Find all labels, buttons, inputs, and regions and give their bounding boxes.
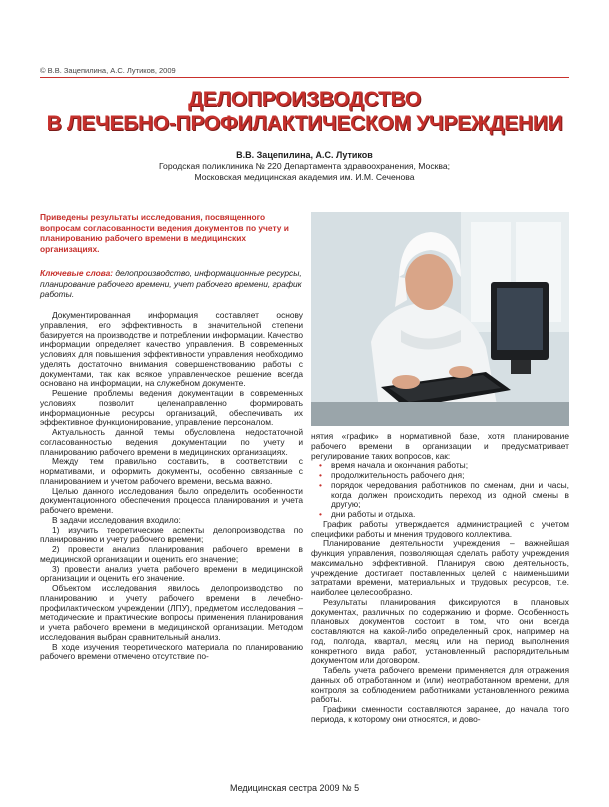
paragraph: В ходе изучения теоретического материала по планированию рабочего времени отмечено отсутствие по- [40,641,303,662]
footer-journal: Медицинская сестра 2009 № 5 [230,783,360,793]
paragraph: 1) изучить теоретические аспекты делопроизводства по планированию и учету рабочего времени; [40,524,303,545]
header-rule [40,77,569,78]
nurse-at-computer-photo [311,212,569,426]
authors-block [0,150,609,183]
paragraph: В задачи исследования входило: [52,514,181,525]
abstract: Приведены результаты исследования, посвященного вопросам согласованности ведения документов по учету и планированию рабочего времени в медицинских организациях. [40,212,289,254]
paragraph: Объектом исследования явилось делопроизводство по планированию и учету рабочего времени в лечебно-профилактическом учреждении (ЛПУ), предметом исследования – методические и практические вопросы применения планирования и учета рабочего времени в медицинской организации. Методом исследования выбран сравнительный анализ. [40,583,303,642]
paragraph: нятия «график» в нормативной базе, хотя планирование рабочего времени в организации и предусматривает регулирование таких вопросов, как: [311,431,569,461]
affiliation-1: Городская поликлиника № 220 Департамента здравоохранения, Москва; [158,161,451,171]
list-item: • продолжительность рабочего дня; [331,471,569,481]
keywords-label: Ключевые слова: [40,268,114,278]
affiliation-2: Московская медицинская академия им. И.М. Сеченова [194,172,415,182]
paragraph: 2) провести анализ планирования рабочего времени в медицинской организации и оценить его значение; [40,544,303,564]
paragraph: Актуальность данной темы обусловлена недостаточной согласованностью ведения документации по учету и планированию рабочего времени в медицинских организациях. [40,427,303,457]
paragraph: Решение проблемы ведения документации в современных условиях позволит целенаправленно формировать информационные ресурсы организаций, обеспечивать их эффективное функционирование, управление персоналом. [40,388,303,428]
bullet-list [311,461,569,520]
copyright-line: © В.В. Зацепилина, А.С. Лутиков, 2009 [40,66,176,75]
title-line-1: ДЕЛОПРОИЗВОДСТВО [188,88,421,111]
paragraph: Графики сменности составляются заранее, до начала того периода, к которому они относятся, и дово- [311,704,569,724]
author-names: В.В. Зацепилина, А.С. Лутиков [236,150,373,160]
keywords-text: делопроизводство, информационные ресурсы, планирование рабочего времени, учет рабочего времени, график работы. [40,268,302,300]
body-column-right [311,432,569,725]
photo-illustration [311,212,569,426]
keywords [40,268,303,300]
paragraph: График работы утверждается администрацией с учетом специфики работы и мнения трудового коллектива. [311,518,569,539]
title-line-2: В ЛЕЧЕБНО-ПРОФИЛАКТИЧЕСКОМ УЧРЕЖДЕНИИ [46,112,563,135]
article-title [0,88,609,136]
list-item: • время начала и окончания работы; [331,461,569,471]
list-item: • порядок чередования работников по сменам, дни и часы, когда должен происходить переход из одной смены в другую; [331,481,569,510]
paragraph: Результаты планирования фиксируются в плановых документах, различных по содержанию и форме. Особенность плановых документов состоит в том, что они всегда составляются на какой-либо определенный срок, например на год, полгода, квартал, месяц или на период выполнения конкретного вида работ, установленный распорядительным документом или договором. [311,596,569,666]
body-column-left [40,311,303,662]
paragraph: Планирование деятельности учреждения – важнейшая функция управления, позволяющая сделать работу учреждения максимально эффективной. Планируя свою деятельность, учреждение достигает поставленных целей с наименьшими затратами времени, материальных и трудовых ресурсов, т.е. наиболее целесообразно. [311,538,569,597]
paragraph: Целью данного исследования было определить особенности документационного обеспечения процесса планирования и учета рабочего времени. [40,485,303,515]
paragraph: Документированная информация составляет основу управления, его эффективность в значительной степени базируется на производстве и потреблении информации. Качество информации определяет качество управления. В современных условиях для повышения эффективности управления необходимо уделять достаточно внимания совершенствованию работы с документами, так как всякое управленческое решение всегда основано на информации, на служебном документе. [40,310,303,389]
paragraph: Табель учета рабочего времени применяется для отражения данных об отработанном и (или) неотработанном времени, для контроля за соблюдением работниками установленного режима работы. [311,665,569,705]
paragraph: 3) провести анализ учета рабочего времени в медицинской организации и оценить его значение. [40,563,303,584]
paragraph: Между тем правильно составить, в соответствии с нормативами, и оформить документы, особенно связанные с планированием и учетом рабочего времени, весьма важно. [40,456,303,486]
list-item: • дни работы и отдыха. [331,510,569,520]
